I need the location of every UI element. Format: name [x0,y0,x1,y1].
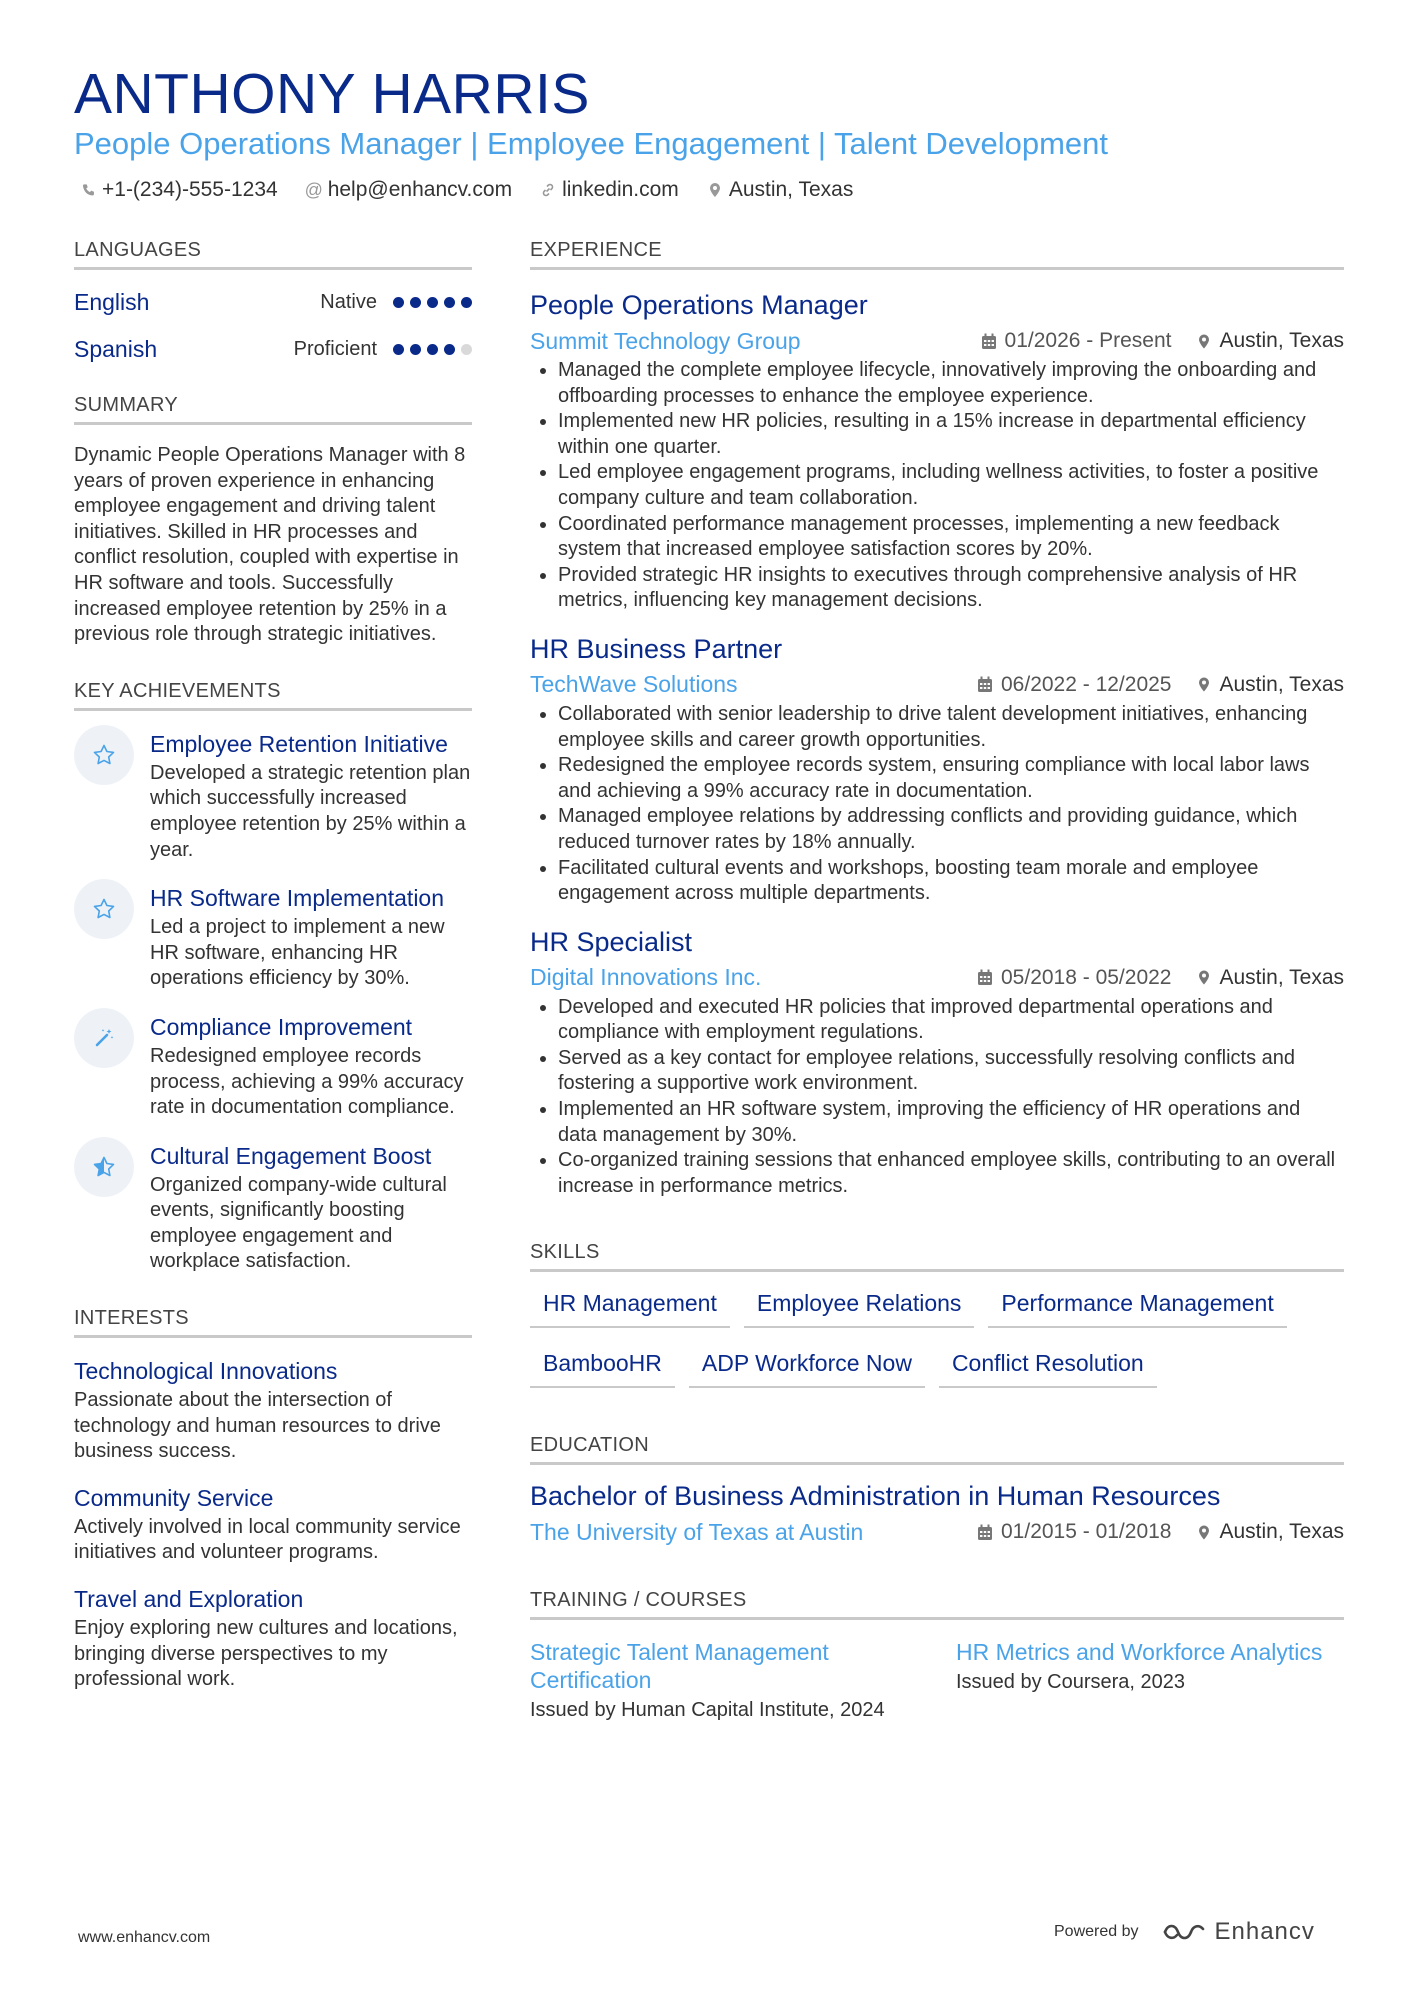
course-issuer: Issued by Coursera, 2023 [956,1671,1186,1694]
section-title-key-achievements: KEY ACHIEVEMENTS [74,678,472,711]
proficiency-dot-filled [393,344,404,355]
interests-section [74,1305,472,1693]
skills-list [530,1286,1344,1388]
proficiency-dot-filled [461,297,472,308]
at-icon: @ [304,180,323,200]
skill-tag: Employee Relations [744,1286,975,1328]
language-level: Native [320,290,377,313]
job-bullet: • Managed employee relations by addressing conflicts and providing guidance, which reduced turnover rates by 18% annually. [558,804,1344,855]
language-item [74,334,472,364]
achievement-description: Led a project to implement a new HR software, enhancing HR operations efficiency by 30%. [150,916,445,990]
job-title: HR Business Partner [530,633,783,664]
job-company[interactable]: TechWave Solutions [530,671,738,698]
contact-linkedin-text: linkedin.com [562,178,679,201]
contact-location-text: Austin, Texas [728,178,854,201]
achievement-item [74,1141,472,1275]
enhancv-logo[interactable] [1161,1918,1315,1946]
job-title: HR Specialist [530,926,693,957]
proficiency-dot-filled [444,344,455,355]
job-bullet: • Led employee engagement programs, including wellness activities, to foster a positive company culture and team collaboration. [558,460,1344,511]
job-bullet: • Provided strategic HR insights to executives through comprehensive analysis of HR metrics, influencing key management decisions. [558,563,1344,614]
achievement-description: Developed a strategic retention plan which successfully increased employee retention by 25% within a year. [150,761,471,861]
footer-website[interactable]: www.enhancv.com [78,1929,211,1946]
job-location-text: Austin, Texas [1219,329,1344,352]
calendar-icon [981,333,997,350]
skills-section [530,1239,1344,1388]
proficiency-dot-filled [427,344,438,355]
achievement-title: HR Software Implementation [150,885,445,912]
section-title-summary: SUMMARY [74,392,472,425]
achievement-title: Employee Retention Initiative [150,730,448,757]
job-company[interactable]: Digital Innovations Inc. [530,964,762,991]
map-pin-icon [707,182,723,198]
section-title-interests: INTERESTS [74,1305,472,1338]
contact-phone-text: +1-(234)-555-1234 [102,178,278,201]
enhancv-brand-text: Enhancv [1214,1918,1315,1945]
proficiency-dot-filled [393,297,404,308]
language-level: Proficient [293,337,377,360]
job-title: People Operations Manager [530,290,868,320]
link-icon [540,182,556,198]
skill-tag: HR Management [530,1286,730,1328]
skill-tag: ADP Workforce Now [689,1346,925,1388]
interest-item [74,1584,472,1693]
map-pin-icon [1197,676,1211,693]
job-dates-text: 01/2026 - Present [1004,329,1172,352]
job-location [1197,966,1344,990]
job-bullet: • Coordinated performance management processes, implementing a new feedback system that increased employee satisfaction scores by 20%. [558,512,1344,563]
education-location [1197,1520,1344,1544]
proficiency-dot-filled [410,344,421,355]
achievement-description: Redesigned employee records process, achieving a 99% accuracy rate in documentation compliance. [150,1044,464,1119]
skill-tag: Conflict Resolution [939,1346,1157,1388]
achievement-item [74,729,472,863]
star-outline-icon [74,879,134,939]
powered-by-text: Powered by [1054,1923,1139,1940]
language-name: Spanish [74,335,158,362]
section-title-education: EDUCATION [530,1432,1344,1465]
job-company[interactable]: Summit Technology Group [530,327,801,354]
section-title-skills: SKILLS [530,1239,1344,1272]
job-dates [981,329,1172,353]
job-location [1197,673,1344,697]
education-dates [977,1520,1171,1544]
job-bullet: • Implemented an HR software system, improving the efficiency of HR operations and data management by 30%. [558,1097,1344,1148]
language-proficiency-dots [393,297,472,308]
map-pin-icon [1197,1524,1211,1541]
contact-phone[interactable] [80,175,278,205]
section-title-training: TRAINING / COURSES [530,1587,1344,1620]
candidate-headline: People Operations Manager | Employee Engagement | Talent Development [74,126,1108,161]
education-section [530,1432,1344,1547]
job-bullet: • Redesigned the employee records system, ensuring compliance with local labor laws and achieving a 99% accuracy rate in documentation. [558,753,1344,804]
achievement-item [74,883,472,992]
calendar-icon [977,676,993,693]
right-column [530,237,1344,1724]
education-school[interactable]: The University of Texas at Austin [530,1518,864,1545]
job-bullet: • Developed and executed HR policies that improved departmental operations and compliance with employment regulations. [558,995,1344,1046]
calendar-icon [977,1524,993,1541]
interest-description: Passionate about the intersection of technology and human resources to drive business success. [74,1389,441,1463]
course-item [956,1638,1344,1724]
course-title[interactable]: Strategic Talent Management Certification [530,1639,829,1694]
job-bullet: • Managed the complete employee lifecycle, innovatively improving the onboarding and offboarding processes to enhance the employee experience. [558,358,1344,409]
training-section [530,1587,1344,1724]
job-bullet: • Collaborated with senior leadership to drive talent development initiatives, enhancing employee skills and career growth opportunities. [558,702,1344,753]
summary-text: Dynamic People Operations Manager with 8 years of proven experience in enhancing employee engagement and driving talent initiatives. Skilled in HR processes and conflict resolution, coupled with expertise in HR software and tools. Successfully increased employee retention by 25% in a previous role through strategic initiatives. [74,444,466,646]
contact-location [707,175,854,205]
interest-title: Community Service [74,1484,274,1511]
job-dates-text: 05/2018 - 05/2022 [1001,965,1172,989]
footer-branding [1054,1918,1315,1946]
proficiency-dot-filled [444,297,455,308]
skill-tag: BambooHR [530,1346,675,1388]
interest-description: Actively involved in local community service initiatives and volunteer programs. [74,1515,461,1564]
course-item [530,1638,956,1724]
job-entry [530,288,1344,614]
experience-section [530,237,1344,1199]
proficiency-dot-empty [461,344,472,355]
language-item [74,287,472,317]
languages-section [74,237,472,364]
star-outline-icon [74,725,134,785]
achievement-title: Compliance Improvement [150,1013,413,1040]
job-bullet: • Co-organized training sessions that enhanced employee skills, contributing to an overall increase in performance metrics. [558,1148,1344,1199]
course-issuer: Issued by Human Capital Institute, 2024 [530,1699,885,1722]
star-half-icon [74,1137,134,1197]
education-dates-text: 01/2015 - 01/2018 [1001,1520,1172,1544]
job-dates [977,966,1171,990]
job-bullets [530,995,1344,1200]
interest-item [74,1356,472,1465]
proficiency-dot-filled [410,297,421,308]
job-bullet: • Facilitated cultural events and workshops, boosting team morale and employee engagement across multiple departments. [558,856,1344,907]
job-location-text: Austin, Texas [1219,965,1344,989]
left-column [74,237,472,1693]
candidate-name: ANTHONY HARRIS [74,62,590,126]
achievement-item [74,1012,472,1121]
job-location [1197,329,1344,353]
education-location-text: Austin, Texas [1219,1520,1344,1544]
education-degree: Bachelor of Business Administration in Human Resources [530,1481,1221,1512]
job-entry [530,632,1344,907]
interest-title: Travel and Exploration [74,1586,304,1613]
contact-email[interactable] [306,175,512,205]
interest-item [74,1483,472,1566]
map-pin-icon [1197,333,1211,350]
achievements-section [74,678,472,1275]
section-title-experience: EXPERIENCE [530,237,1344,270]
section-title-languages: LANGUAGES [74,237,472,270]
achievement-description: Organized company-wide cultural events, significantly boosting employee engagement and workplace satisfaction. [150,1173,447,1273]
contact-bar [80,175,853,205]
job-bullet: • Served as a key contact for employee relations, successfully resolving conflicts and fostering a supportive work environment. [558,1046,1344,1097]
enhancv-logo-icon [1161,1919,1207,1945]
proficiency-dot-filled [427,297,438,308]
interest-description: Enjoy exploring new cultures and locations, bringing diverse perspectives to my professional work. [74,1617,458,1691]
job-bullets [530,358,1344,614]
achievement-title: Cultural Engagement Boost [150,1142,432,1169]
contact-linkedin[interactable] [540,175,679,205]
calendar-icon [977,969,993,986]
language-name: English [74,288,150,315]
job-bullet: • Implemented new HR policies, resulting in a 15% increase in departmental efficiency within one quarter. [558,409,1344,460]
job-dates [977,673,1171,697]
summary-section [74,392,472,648]
job-entry [530,925,1344,1200]
interest-title: Technological Innovations [74,1358,338,1385]
job-location-text: Austin, Texas [1219,672,1344,696]
job-dates-text: 06/2022 - 12/2025 [1001,672,1172,696]
phone-icon [80,182,96,198]
course-title[interactable]: HR Metrics and Workforce Analytics [956,1639,1323,1666]
magic-wand-icon [74,1008,134,1068]
language-proficiency-dots [393,344,472,355]
map-pin-icon [1197,969,1211,986]
skill-tag: Performance Management [988,1286,1286,1328]
contact-email-text: help@enhancv.com [327,178,513,201]
job-bullets [530,702,1344,907]
